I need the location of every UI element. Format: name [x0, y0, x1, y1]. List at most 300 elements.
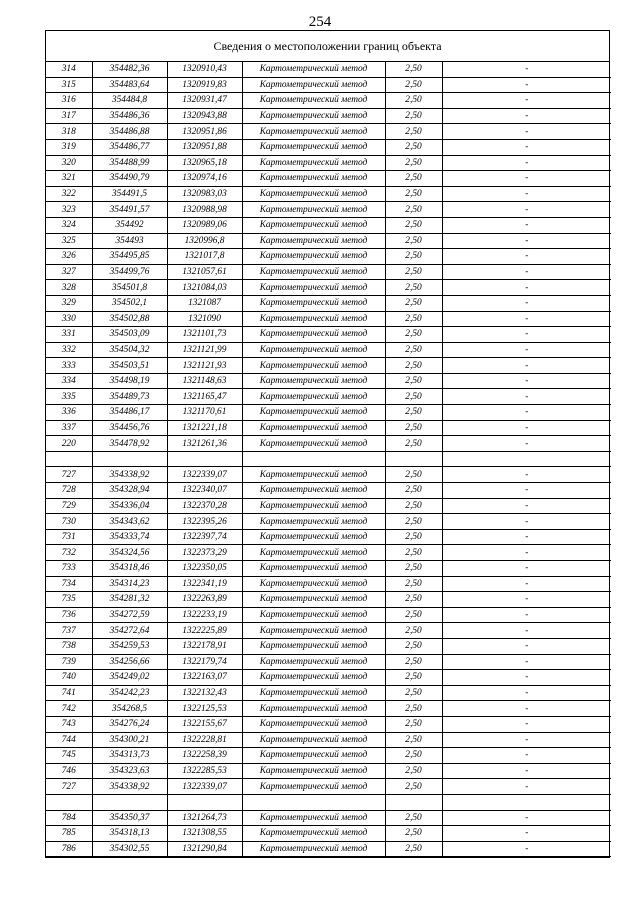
accuracy-cell: 2,50 — [385, 436, 442, 452]
note-cell: - — [442, 514, 611, 530]
method-cell: Картометрический метод — [242, 405, 385, 421]
accuracy-cell: 2,50 — [385, 592, 442, 608]
coord-y-cell: 1322395,26 — [167, 514, 242, 530]
method-cell: Картометрический метод — [242, 654, 385, 670]
note-cell: - — [442, 389, 611, 405]
coord-x-cell: 354333,74 — [92, 529, 167, 545]
table-row — [46, 155, 611, 171]
method-cell: Картометрический метод — [242, 732, 385, 748]
point-number-cell: 317 — [46, 108, 92, 124]
point-number-cell: 331 — [46, 327, 92, 343]
table-row — [46, 124, 611, 140]
coord-y-cell: 1320951,86 — [167, 124, 242, 140]
note-cell: - — [442, 186, 611, 202]
coord-y-cell: 1322339,07 — [167, 779, 242, 795]
coord-y-cell: 1321148,63 — [167, 373, 242, 389]
method-cell: Картометрический метод — [242, 436, 385, 452]
point-number-cell: 785 — [46, 826, 92, 842]
coord-x-cell: 354249,02 — [92, 670, 167, 686]
method-cell: Картометрический метод — [242, 327, 385, 343]
method-cell: Картометрический метод — [242, 716, 385, 732]
coord-y-cell: 1322370,28 — [167, 498, 242, 514]
note-cell: - — [442, 93, 611, 109]
point-number-cell: 746 — [46, 763, 92, 779]
point-number-cell: 727 — [46, 467, 92, 483]
point-number-cell: 734 — [46, 576, 92, 592]
coord-y-cell: 1320974,16 — [167, 171, 242, 187]
method-cell: Картометрический метод — [242, 295, 385, 311]
table-row — [46, 420, 611, 436]
accuracy-cell: 2,50 — [385, 62, 442, 77]
accuracy-cell: 2,50 — [385, 498, 442, 514]
coord-x-cell: 354314,23 — [92, 576, 167, 592]
accuracy-cell: 2,50 — [385, 732, 442, 748]
point-number-cell — [46, 451, 92, 467]
coord-y-cell: 1321087 — [167, 295, 242, 311]
method-cell: Картометрический метод — [242, 389, 385, 405]
point-number-cell: 743 — [46, 716, 92, 732]
accuracy-cell: 2,50 — [385, 327, 442, 343]
accuracy-cell: 2,50 — [385, 654, 442, 670]
accuracy-cell — [385, 794, 442, 810]
coord-x-cell: 354491,57 — [92, 202, 167, 218]
coord-y-cell: 1321261,36 — [167, 436, 242, 452]
point-number-cell: 735 — [46, 592, 92, 608]
method-cell: Картометрический метод — [242, 311, 385, 327]
coord-x-cell: 354501,8 — [92, 280, 167, 296]
method-cell: Картометрический метод — [242, 810, 385, 826]
point-number-cell: 332 — [46, 342, 92, 358]
accuracy-cell: 2,50 — [385, 249, 442, 265]
coord-x-cell: 354328,94 — [92, 483, 167, 499]
accuracy-cell: 2,50 — [385, 529, 442, 545]
coord-x-cell: 354338,92 — [92, 467, 167, 483]
note-cell: - — [442, 545, 611, 561]
table-row — [46, 280, 611, 296]
point-number-cell: 731 — [46, 529, 92, 545]
coord-x-cell: 354488,99 — [92, 155, 167, 171]
method-cell: Картометрический метод — [242, 701, 385, 717]
coord-y-cell: 1320996,8 — [167, 233, 242, 249]
method-cell: Картометрический метод — [242, 62, 385, 77]
accuracy-cell: 2,50 — [385, 77, 442, 93]
table-row — [46, 810, 611, 826]
point-number-cell — [46, 794, 92, 810]
coord-x-cell: 354502,88 — [92, 311, 167, 327]
note-cell: - — [442, 716, 611, 732]
coord-y-cell: 1320931,47 — [167, 93, 242, 109]
note-cell: - — [442, 155, 611, 171]
accuracy-cell: 2,50 — [385, 670, 442, 686]
coord-y-cell: 1320965,18 — [167, 155, 242, 171]
method-cell: Картометрический метод — [242, 607, 385, 623]
table-row — [46, 358, 611, 374]
method-cell: Картометрический метод — [242, 748, 385, 764]
method-cell: Картометрический метод — [242, 217, 385, 233]
coord-y-cell: 1321101,73 — [167, 327, 242, 343]
note-cell: - — [442, 264, 611, 280]
note-cell — [442, 794, 611, 810]
coord-y-cell: 1320943,88 — [167, 108, 242, 124]
coord-x-cell: 354486,77 — [92, 139, 167, 155]
point-number-cell: 744 — [46, 732, 92, 748]
coord-x-cell: 354486,36 — [92, 108, 167, 124]
method-cell: Картометрический метод — [242, 841, 385, 857]
accuracy-cell: 2,50 — [385, 202, 442, 218]
note-cell: - — [442, 607, 611, 623]
method-cell: Картометрический метод — [242, 420, 385, 436]
coord-x-cell: 354498,19 — [92, 373, 167, 389]
accuracy-cell: 2,50 — [385, 701, 442, 717]
point-number-cell: 732 — [46, 545, 92, 561]
coord-x-cell: 354493 — [92, 233, 167, 249]
note-cell: - — [442, 748, 611, 764]
point-number-cell: 323 — [46, 202, 92, 218]
coord-x-cell: 354318,13 — [92, 826, 167, 842]
coord-y-cell: 1322228,81 — [167, 732, 242, 748]
coord-x-cell: 354350,37 — [92, 810, 167, 826]
accuracy-cell: 2,50 — [385, 638, 442, 654]
note-cell: - — [442, 826, 611, 842]
coord-x-cell: 354256,66 — [92, 654, 167, 670]
coord-y-cell: 1321084,03 — [167, 280, 242, 296]
accuracy-cell: 2,50 — [385, 841, 442, 857]
coord-x-cell: 354491,5 — [92, 186, 167, 202]
note-cell: - — [442, 685, 611, 701]
table-row — [46, 295, 611, 311]
coord-y-cell: 1321170,61 — [167, 405, 242, 421]
table-row — [46, 732, 611, 748]
table-row — [46, 77, 611, 93]
point-number-cell: 315 — [46, 77, 92, 93]
point-number-cell: 220 — [46, 436, 92, 452]
note-cell: - — [442, 483, 611, 499]
point-number-cell: 327 — [46, 264, 92, 280]
boundary-table-sheet — [45, 30, 610, 858]
point-number-cell: 314 — [46, 62, 92, 77]
table-row — [46, 607, 611, 623]
coord-y-cell: 1321165,47 — [167, 389, 242, 405]
coord-y-cell: 1321090 — [167, 311, 242, 327]
note-cell: - — [442, 108, 611, 124]
accuracy-cell: 2,50 — [385, 295, 442, 311]
accuracy-cell: 2,50 — [385, 311, 442, 327]
coord-y-cell — [167, 794, 242, 810]
accuracy-cell: 2,50 — [385, 93, 442, 109]
table-row — [46, 529, 611, 545]
method-cell: Картометрический метод — [242, 638, 385, 654]
method-cell: Картометрический метод — [242, 155, 385, 171]
note-cell: - — [442, 623, 611, 639]
point-number-cell: 318 — [46, 124, 92, 140]
table-row — [46, 763, 611, 779]
coord-y-cell: 1322258,39 — [167, 748, 242, 764]
table-row — [46, 171, 611, 187]
accuracy-cell: 2,50 — [385, 358, 442, 374]
note-cell: - — [442, 217, 611, 233]
note-cell: - — [442, 295, 611, 311]
coord-x-cell: 354336,04 — [92, 498, 167, 514]
method-cell: Картометрический метод — [242, 233, 385, 249]
point-number-cell: 333 — [46, 358, 92, 374]
coord-x-cell: 354272,64 — [92, 623, 167, 639]
coord-y-cell: 1322155,67 — [167, 716, 242, 732]
coord-y-cell: 1322179,74 — [167, 654, 242, 670]
accuracy-cell: 2,50 — [385, 171, 442, 187]
coord-y-cell: 1322340,07 — [167, 483, 242, 499]
table-row — [46, 139, 611, 155]
coord-y-cell: 1322132,43 — [167, 685, 242, 701]
point-number-cell: 319 — [46, 139, 92, 155]
coord-y-cell: 1321121,99 — [167, 342, 242, 358]
coord-x-cell: 354484,8 — [92, 93, 167, 109]
method-cell: Картометрический метод — [242, 826, 385, 842]
coordinates-table — [46, 62, 611, 857]
method-cell: Картометрический метод — [242, 763, 385, 779]
coord-y-cell: 1320989,06 — [167, 217, 242, 233]
note-cell: - — [442, 810, 611, 826]
table-row — [46, 373, 611, 389]
table-row — [46, 654, 611, 670]
coord-x-cell: 354492 — [92, 217, 167, 233]
method-cell: Картометрический метод — [242, 514, 385, 530]
accuracy-cell: 2,50 — [385, 779, 442, 795]
note-cell: - — [442, 498, 611, 514]
table-row — [46, 685, 611, 701]
note-cell: - — [442, 592, 611, 608]
accuracy-cell: 2,50 — [385, 217, 442, 233]
table-row — [46, 545, 611, 561]
method-cell: Картометрический метод — [242, 77, 385, 93]
note-cell: - — [442, 732, 611, 748]
method-cell: Картометрический метод — [242, 249, 385, 265]
coord-y-cell: 1321017,8 — [167, 249, 242, 265]
accuracy-cell: 2,50 — [385, 826, 442, 842]
table-title: Сведения о местоположении границ объекта — [46, 31, 609, 62]
method-cell: Картометрический метод — [242, 108, 385, 124]
coord-y-cell: 1322225,89 — [167, 623, 242, 639]
method-cell: Картометрический метод — [242, 373, 385, 389]
separator-row — [46, 794, 611, 810]
coord-x-cell: 354502,1 — [92, 295, 167, 311]
coord-x-cell: 354483,64 — [92, 77, 167, 93]
accuracy-cell: 2,50 — [385, 155, 442, 171]
table-row — [46, 436, 611, 452]
table-row — [46, 264, 611, 280]
point-number-cell: 330 — [46, 311, 92, 327]
method-cell: Картометрический метод — [242, 592, 385, 608]
coord-x-cell: 354456,76 — [92, 420, 167, 436]
note-cell: - — [442, 358, 611, 374]
accuracy-cell: 2,50 — [385, 576, 442, 592]
note-cell: - — [442, 670, 611, 686]
note-cell: - — [442, 124, 611, 140]
method-cell: Картометрический метод — [242, 623, 385, 639]
note-cell: - — [442, 139, 611, 155]
accuracy-cell: 2,50 — [385, 420, 442, 436]
method-cell: Картометрический метод — [242, 670, 385, 686]
table-row — [46, 405, 611, 421]
method-cell: Картометрический метод — [242, 561, 385, 577]
accuracy-cell: 2,50 — [385, 124, 442, 140]
coord-y-cell: 1322125,53 — [167, 701, 242, 717]
point-number-cell: 336 — [46, 405, 92, 421]
coord-y-cell: 1320983,03 — [167, 186, 242, 202]
accuracy-cell: 2,50 — [385, 139, 442, 155]
method-cell: Картометрический метод — [242, 576, 385, 592]
table-row — [46, 327, 611, 343]
coord-y-cell: 1322163,07 — [167, 670, 242, 686]
note-cell: - — [442, 576, 611, 592]
method-cell: Картометрический метод — [242, 202, 385, 218]
table-row — [46, 342, 611, 358]
coord-y-cell: 1321121,93 — [167, 358, 242, 374]
note-cell: - — [442, 779, 611, 795]
accuracy-cell: 2,50 — [385, 108, 442, 124]
coord-x-cell: 354486,88 — [92, 124, 167, 140]
point-number-cell: 337 — [46, 420, 92, 436]
table-row — [46, 186, 611, 202]
accuracy-cell: 2,50 — [385, 716, 442, 732]
point-number-cell: 325 — [46, 233, 92, 249]
table-row — [46, 311, 611, 327]
method-cell: Картометрический метод — [242, 280, 385, 296]
note-cell: - — [442, 701, 611, 717]
coord-x-cell: 354272,59 — [92, 607, 167, 623]
note-cell: - — [442, 62, 611, 77]
table-row — [46, 202, 611, 218]
accuracy-cell: 2,50 — [385, 483, 442, 499]
coord-x-cell: 354324,56 — [92, 545, 167, 561]
coord-y-cell: 1322339,07 — [167, 467, 242, 483]
coord-y-cell: 1321221,18 — [167, 420, 242, 436]
coord-y-cell: 1322285,53 — [167, 763, 242, 779]
method-cell: Картометрический метод — [242, 358, 385, 374]
coord-y-cell: 1320919,83 — [167, 77, 242, 93]
note-cell: - — [442, 405, 611, 421]
coord-x-cell: 354482,36 — [92, 62, 167, 77]
method-cell: Картометрический метод — [242, 685, 385, 701]
coord-y-cell: 1322373,29 — [167, 545, 242, 561]
method-cell: Картометрический метод — [242, 264, 385, 280]
coord-x-cell: 354268,5 — [92, 701, 167, 717]
note-cell: - — [442, 467, 611, 483]
note-cell: - — [442, 249, 611, 265]
note-cell: - — [442, 373, 611, 389]
method-cell: Картометрический метод — [242, 342, 385, 358]
coord-x-cell: 354503,09 — [92, 327, 167, 343]
method-cell: Картометрический метод — [242, 483, 385, 499]
accuracy-cell: 2,50 — [385, 467, 442, 483]
accuracy-cell: 2,50 — [385, 342, 442, 358]
note-cell: - — [442, 841, 611, 857]
coord-x-cell: 354503,51 — [92, 358, 167, 374]
method-cell — [242, 451, 385, 467]
table-row — [46, 841, 611, 857]
method-cell: Картометрический метод — [242, 779, 385, 795]
note-cell — [442, 451, 611, 467]
point-number-cell: 737 — [46, 623, 92, 639]
point-number-cell: 729 — [46, 498, 92, 514]
accuracy-cell: 2,50 — [385, 186, 442, 202]
coord-y-cell: 1322233,19 — [167, 607, 242, 623]
table-row — [46, 514, 611, 530]
point-number-cell: 738 — [46, 638, 92, 654]
coord-y-cell: 1322178,91 — [167, 638, 242, 654]
note-cell: - — [442, 420, 611, 436]
accuracy-cell: 2,50 — [385, 514, 442, 530]
table-row — [46, 592, 611, 608]
coord-y-cell: 1321057,61 — [167, 264, 242, 280]
point-number-cell: 335 — [46, 389, 92, 405]
accuracy-cell: 2,50 — [385, 623, 442, 639]
coord-x-cell: 354313,73 — [92, 748, 167, 764]
table-row — [46, 670, 611, 686]
coord-y-cell: 1320988,98 — [167, 202, 242, 218]
coord-x-cell — [92, 794, 167, 810]
coord-y-cell: 1322397,74 — [167, 529, 242, 545]
table-row — [46, 62, 611, 77]
table-row — [46, 576, 611, 592]
point-number-cell: 328 — [46, 280, 92, 296]
point-number-cell: 736 — [46, 607, 92, 623]
note-cell: - — [442, 233, 611, 249]
point-number-cell: 784 — [46, 810, 92, 826]
coord-x-cell: 354478,92 — [92, 436, 167, 452]
note-cell: - — [442, 342, 611, 358]
accuracy-cell: 2,50 — [385, 685, 442, 701]
note-cell: - — [442, 436, 611, 452]
point-number-cell: 321 — [46, 171, 92, 187]
point-number-cell: 329 — [46, 295, 92, 311]
coord-x-cell: 354490,79 — [92, 171, 167, 187]
note-cell: - — [442, 311, 611, 327]
point-number-cell: 727 — [46, 779, 92, 795]
point-number-cell: 316 — [46, 93, 92, 109]
page-number: 254 — [308, 14, 332, 30]
separator-row — [46, 451, 611, 467]
coord-y-cell: 1320910,43 — [167, 62, 242, 77]
note-cell: - — [442, 763, 611, 779]
point-number-cell: 322 — [46, 186, 92, 202]
point-number-cell: 728 — [46, 483, 92, 499]
accuracy-cell: 2,50 — [385, 810, 442, 826]
point-number-cell: 742 — [46, 701, 92, 717]
method-cell: Картометрический метод — [242, 186, 385, 202]
point-number-cell: 739 — [46, 654, 92, 670]
accuracy-cell: 2,50 — [385, 389, 442, 405]
table-row — [46, 779, 611, 795]
method-cell: Картометрический метод — [242, 93, 385, 109]
note-cell: - — [442, 638, 611, 654]
table-row — [46, 233, 611, 249]
table-row — [46, 498, 611, 514]
coord-x-cell: 354281,32 — [92, 592, 167, 608]
accuracy-cell: 2,50 — [385, 405, 442, 421]
point-number-cell: 730 — [46, 514, 92, 530]
point-number-cell: 326 — [46, 249, 92, 265]
coord-x-cell: 354259,53 — [92, 638, 167, 654]
accuracy-cell: 2,50 — [385, 264, 442, 280]
point-number-cell: 740 — [46, 670, 92, 686]
note-cell: - — [442, 280, 611, 296]
coord-x-cell: 354499,76 — [92, 264, 167, 280]
table-row — [46, 638, 611, 654]
note-cell: - — [442, 77, 611, 93]
table-row — [46, 108, 611, 124]
accuracy-cell: 2,50 — [385, 607, 442, 623]
point-number-cell: 745 — [46, 748, 92, 764]
